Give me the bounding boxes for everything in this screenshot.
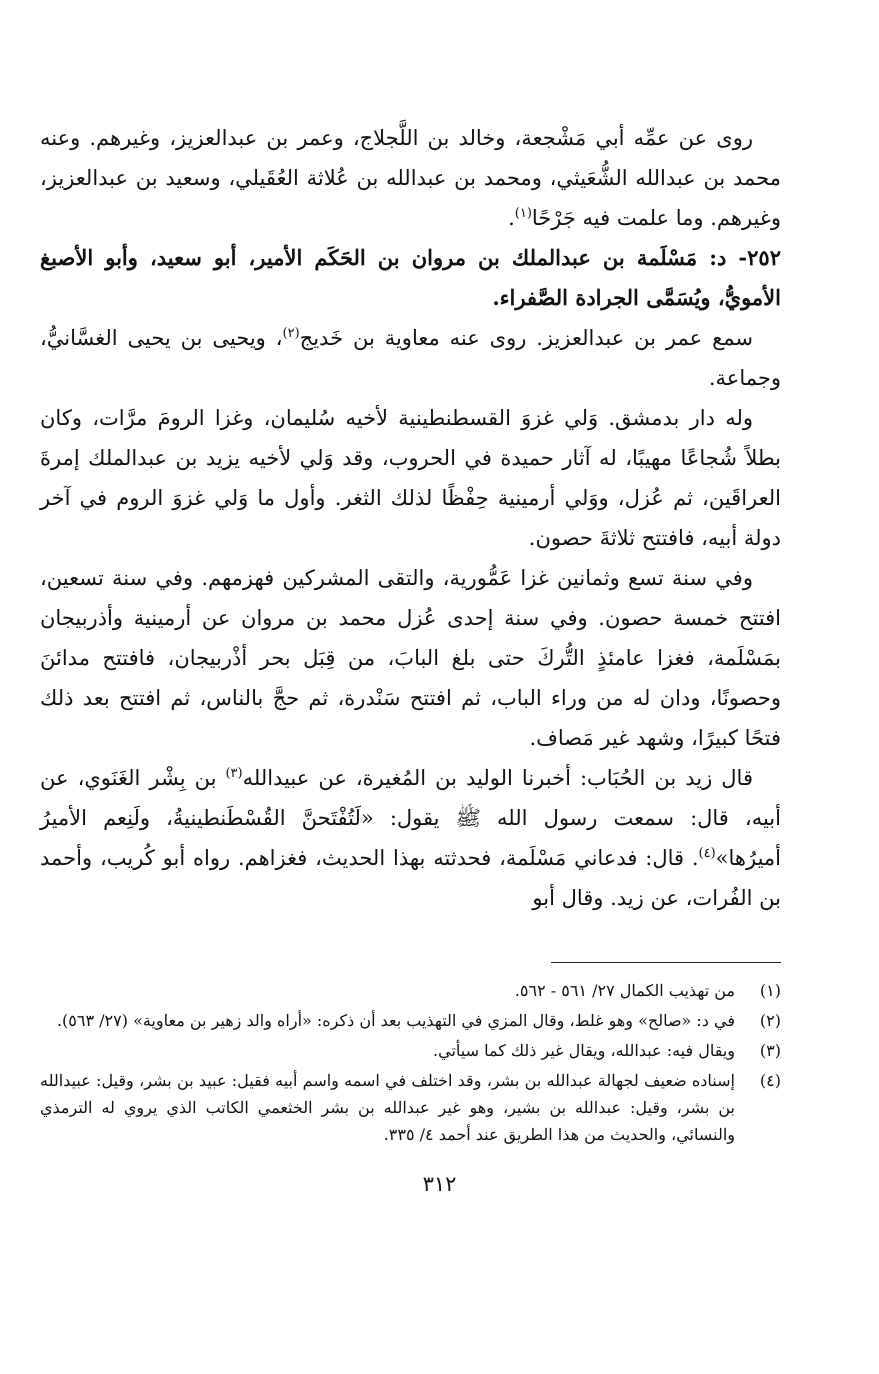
paragraph-heard bbox=[40, 318, 781, 398]
paragraph-text: سمع عمر بن عبدالعزيز. روى عنه معاوية بن خَديج bbox=[299, 326, 753, 350]
footnote-ref-1: (١) bbox=[514, 206, 532, 221]
footnote-ref-3: (٣) bbox=[225, 766, 243, 781]
entry-heading: ٢٥٢- د: مَسْلَمة بن عبدالملك بن مروان بن الحَكَم الأمير، أبو سعيد، وأبو الأصبغ الأمويُّ، ويُسَمَّى الجرادة الصَّفراء. bbox=[40, 245, 781, 310]
paragraph-text: بن بِشْر الغَنَوي، عن أبيه، قال: سمعت رسول الله ﷺ يقول: «لَتُفْتَحنَّ القُسْطَنطينيةُ، ولَنِعم الأميرُ أميرُها» bbox=[40, 766, 781, 870]
footnote-number: (٣) bbox=[759, 1041, 781, 1060]
paragraph-text: قال زيد بن الحُبَاب: أخبرنا الوليد بن المُغيرة، عن عبيدالله bbox=[242, 766, 753, 790]
footnote-ref-4: (٤) bbox=[698, 846, 716, 861]
footnote-divider bbox=[40, 962, 781, 963]
paragraph-narrators bbox=[40, 118, 781, 238]
footnote-text: من تهذيب الكمال ٢٧/ ٥٦١ - ٥٦٢. bbox=[514, 981, 735, 1000]
main-text bbox=[40, 118, 781, 918]
footnote-number: (٤) bbox=[759, 1071, 781, 1090]
paragraph-campaigns: وفي سنة تسع وثمانين غزا عَمُّورية، والتقى المشركين فهزمهم. وفي سنة تسعين، افتتح خمسة حصون. وفي سنة إحدى عُزل محمد بن مروان عن أرمينية وأذربيجان بمَسْلَمة، فغزا عامئذٍ التُّركَ حتى بلغ البابَ، من قِبَل بحر أذْربيجان، فافتتح مدائنَ وحصونًا، ودان له من وراء الباب، ثم افتتح سَنْدرة، ثم حجَّ بالناس، ثم افتتح بعد ذلك فتحًا كبيرًا، وشهد غير مَصاف. bbox=[40, 566, 781, 750]
footnote-item bbox=[40, 977, 781, 1004]
page-number: ٣١٢ bbox=[422, 1172, 457, 1196]
footnote-item bbox=[40, 1007, 781, 1034]
footnote-text: إسناده ضعيف لجهالة عبدالله بن بشر، وقد اختلف في اسمه واسم أبيه فقيل: عبيد بن بشر، وقيل: عبيدالله بن بشر، وقيل: عبدالله بن بشير، وهو غير عبدالله بن بشر الخثعمي الكاتب الذي يروي له الترمذي والنسائي، والحديث من هذا الطريق عند أحمد ٤/ ٣٣٥. bbox=[40, 1071, 735, 1144]
paragraph-text: ، ويحيى بن يحيى الغسَّانيُّ، وجماعة. bbox=[40, 326, 781, 390]
paragraph-end: . bbox=[508, 206, 515, 230]
paragraph-biography: وله دار بدمشق. وَلي غزوَ القسطنطينية لأخيه سُليمان، وغزا الرومَ مرَّات، وكان بطلاً شُجاعًا مهيبًا، له آثار حميدة في الحروب، وقد وَلي لأخيه يزيد بن عبدالملك إمرةَ العراقَين، ثم عُزل، ووَلي أرمينية حِفْظًا لذلك الثغر. وأول ما وَلي غزوَ الروم في آخر دولة أبيه، فافتتح ثلاثةَ حصون. bbox=[40, 406, 781, 550]
footnote-number: (٢) bbox=[759, 1011, 781, 1030]
footnotes bbox=[40, 977, 781, 1148]
footnote-number: (١) bbox=[759, 981, 781, 1000]
footnote-text: ويقال فيه: عبدالله، ويقال غير ذلك كما سيأتي. bbox=[433, 1041, 735, 1060]
footnote-text: في د: «صالح» وهو غلط، وقال المزي في التهذيب بعد أن ذكره: «أراه والد زهير بن معاوية» (٢٧/ ٥٦٣). bbox=[56, 1011, 735, 1030]
footnote-item bbox=[40, 1067, 781, 1148]
paragraph-text: روى عن عمِّه أبي مَشْجعة، وخالد بن اللَّجلاج، وعمر بن عبدالعزيز، وغيرهم. وعنه محمد بن عبدالله الشُّعَيثي، ومحمد بن عبدالله بن عُلاثة العُقَيلي، وسعيد بن عبدالعزيز، وغيرهم. وما علمت فيه جَرْحًا bbox=[40, 126, 781, 230]
book-page bbox=[40, 118, 781, 1334]
paragraph-hadith bbox=[40, 758, 781, 918]
paragraph-text: . قال: فدعاني مَسْلَمة، فحدثته بهذا الحديث، فغزاهم. رواه أبو كُريب، وأحمد بن الفُرات، عن زيد. وقال أبو bbox=[40, 846, 781, 910]
footnote-ref-2: (٢) bbox=[282, 326, 300, 341]
footnote-item bbox=[40, 1037, 781, 1064]
